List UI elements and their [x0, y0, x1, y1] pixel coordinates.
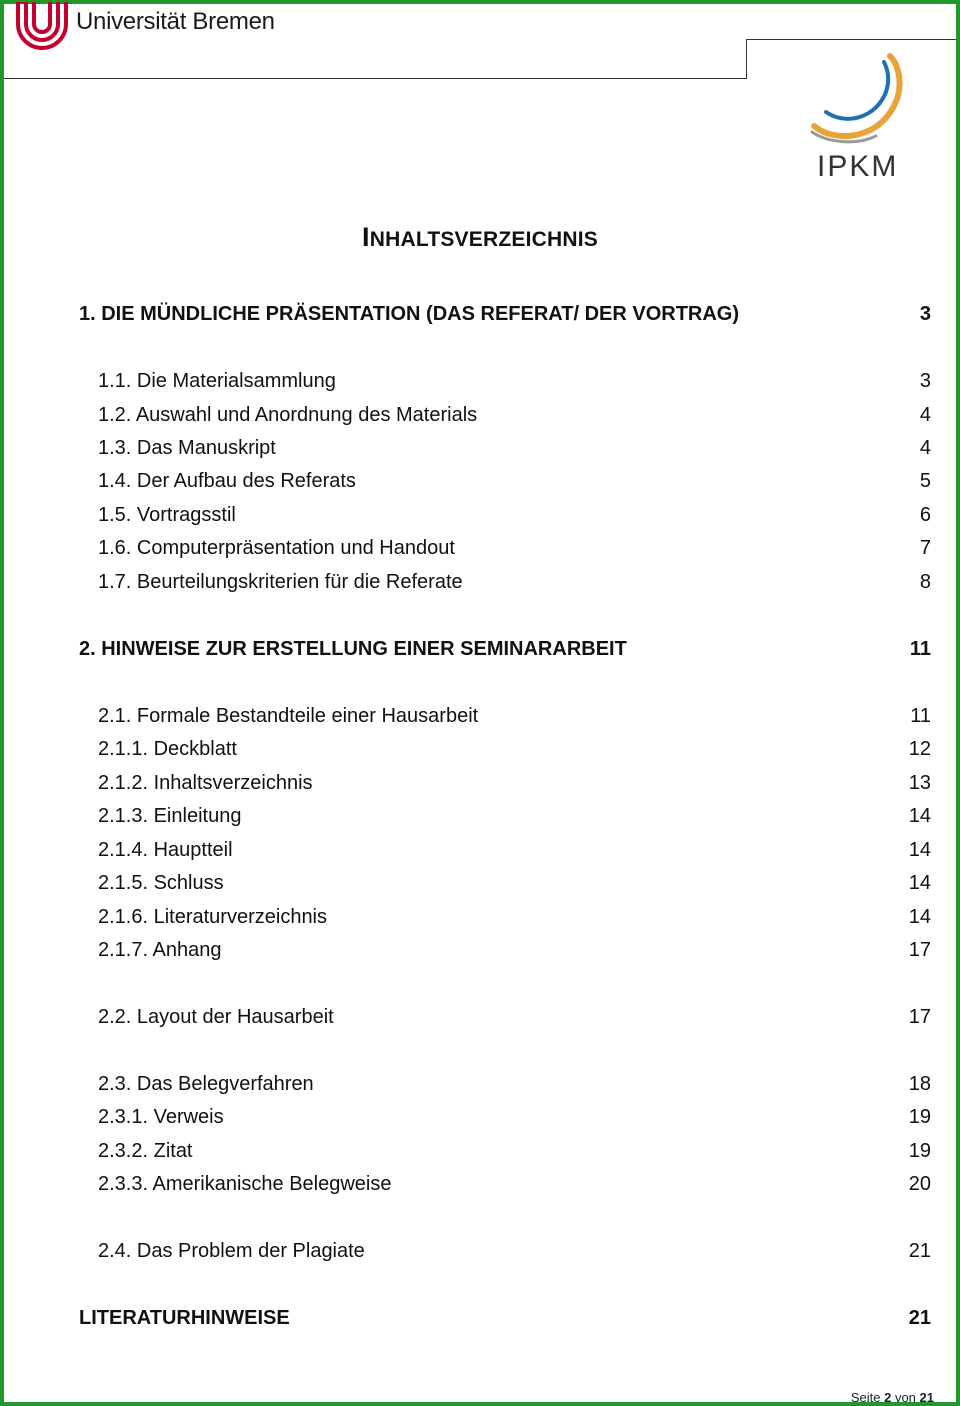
toc-entry-label: 2.3.3. Amerikanische Belegweise: [98, 1173, 392, 1195]
footer-current-page: 2: [884, 1390, 892, 1405]
toc-entry-label: 1.4. Der Aufbau des Referats: [98, 470, 356, 492]
toc-entry-label: 2.4. Das Problem der Plagiate: [98, 1240, 365, 1262]
university-bremen-logo-icon: [14, 2, 70, 52]
toc-section-entry: [0, 1006, 960, 1032]
toc-entry-label: 1.3. Das Manuskript: [98, 437, 276, 459]
toc-section-entry: [0, 470, 960, 496]
toc-entry-page: 14: [908, 906, 931, 928]
toc-entry-label: 1. DIE MÜNDLICHE PRÄSENTATION (DAS REFERAT/ DER VORTRAG): [79, 303, 740, 325]
toc-entry-label: 2.1.7. Anhang: [98, 939, 222, 961]
toc-section-entry: [0, 1140, 960, 1166]
toc-section-entry: [0, 805, 960, 831]
toc-entry-page: 17: [908, 939, 931, 961]
toc-section-entry: [0, 738, 960, 764]
toc-entry-page: 3: [919, 303, 931, 325]
toc-entry-label: 2.3.2. Zitat: [98, 1140, 193, 1162]
toc-entry-label: 2.2. Layout der Hausarbeit: [98, 1006, 334, 1028]
toc-entry-page: 21: [908, 1307, 931, 1329]
toc-entry-label: 2.3.1. Verweis: [98, 1106, 224, 1128]
footer-total-pages: 21: [919, 1390, 934, 1405]
toc-entry-page: 14: [908, 805, 931, 827]
header-rule-step: [746, 39, 747, 79]
toc-entry-page: 18: [908, 1073, 931, 1095]
toc-entry-page: 13: [908, 772, 931, 794]
page-title-initial: I: [362, 222, 370, 252]
toc-chapter-entry: [0, 303, 960, 329]
toc-section-entry: [0, 906, 960, 932]
toc-entry-label: 1.2. Auswahl und Anordnung des Materials: [98, 404, 478, 426]
toc-entry-label: 2.1. Formale Bestandteile einer Hausarbeit: [98, 705, 479, 727]
toc-section-entry: [0, 839, 960, 865]
toc-entry-page: 19: [908, 1140, 931, 1162]
toc-entry-page: 21: [908, 1240, 931, 1262]
toc-section-entry: [0, 404, 960, 430]
toc-section-entry: [0, 705, 960, 731]
header-rule: [4, 78, 746, 79]
toc-entry-label: 2.1.3. Einleitung: [98, 805, 242, 827]
toc-entry-label: 2.1.6. Literaturverzeichnis: [98, 906, 328, 928]
toc-section-entry: [0, 1240, 960, 1266]
toc-entry-label: 2.1.5. Schluss: [98, 872, 224, 894]
university-name: Universität Bremen: [76, 8, 275, 35]
toc-section-entry: [0, 772, 960, 798]
toc-entry-page: 5: [919, 470, 931, 492]
toc-entry-label: 1.6. Computerpräsentation und Handout: [98, 537, 455, 559]
ipkm-logo-icon: [806, 52, 906, 144]
toc-entry-label: 1.1. Die Materialsammlung: [98, 370, 336, 392]
toc-entry-label: 1.5. Vortragsstil: [98, 504, 236, 526]
toc-entry-page: 19: [908, 1106, 931, 1128]
toc-section-entry: [0, 1173, 960, 1199]
toc-entry-page: 8: [919, 571, 931, 593]
toc-entry-page: 6: [919, 504, 931, 526]
toc-entry-label: 2.3. Das Belegverfahren: [98, 1073, 314, 1095]
toc-section-entry: [0, 370, 960, 396]
toc-section-entry: [0, 504, 960, 530]
page-footer: [851, 1390, 934, 1405]
toc-entry-page: 4: [919, 404, 931, 426]
toc-entry-label: LITERATURHINWEISE: [79, 1307, 290, 1329]
footer-prefix: Seite: [850, 1390, 885, 1405]
toc-entry-label: 2.1.1. Deckblatt: [98, 738, 237, 760]
toc-section-entry: [0, 537, 960, 563]
toc-section-entry: [0, 437, 960, 463]
toc-section-entry: [0, 939, 960, 965]
page-title-rest: NHALTSVERZEICHNIS: [369, 228, 598, 251]
page-title: [0, 222, 960, 253]
toc-entry-label: 2. HINWEISE ZUR ERSTELLUNG EINER SEMINARARBEIT: [79, 638, 627, 660]
toc-chapter-entry: [0, 1307, 960, 1333]
toc-entry-page: 11: [909, 638, 931, 660]
toc-section-entry: [0, 872, 960, 898]
toc-entry-page: 7: [919, 537, 931, 559]
toc-entry-page: 11: [910, 705, 931, 727]
ipkm-name: IPKM: [817, 150, 899, 183]
toc-entry-page: 4: [919, 437, 931, 459]
toc-entry-label: 2.1.4. Hauptteil: [98, 839, 233, 861]
toc-section-entry: [0, 1106, 960, 1132]
toc-entry-page: 20: [908, 1173, 931, 1195]
toc-entry-page: 12: [908, 738, 931, 760]
toc-entry-label: 1.7. Beurteilungskriterien für die Referate: [98, 571, 463, 593]
toc-section-entry: [0, 571, 960, 597]
footer-middle: von: [891, 1390, 920, 1405]
toc-entry-page: 14: [908, 839, 931, 861]
toc-entry-page: 17: [908, 1006, 931, 1028]
header-rule-top: [746, 39, 956, 40]
toc-chapter-entry: [0, 638, 960, 664]
toc-entry-page: 3: [919, 370, 931, 392]
toc-entry-page: 14: [908, 872, 931, 894]
toc-section-entry: [0, 1073, 960, 1099]
toc-entry-label: 2.1.2. Inhaltsverzeichnis: [98, 772, 313, 794]
